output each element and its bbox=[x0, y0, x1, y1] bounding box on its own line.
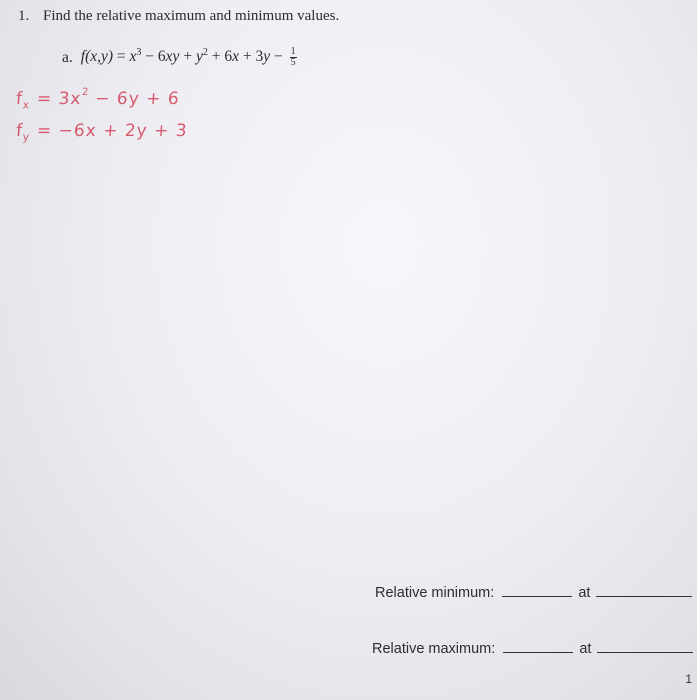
fx-f: f bbox=[15, 89, 24, 109]
problem-instruction: Find the relative maximum and minimum values. bbox=[43, 8, 340, 24]
problem-heading bbox=[18, 8, 339, 25]
relative-minimum-label: Relative minimum: bbox=[375, 585, 495, 601]
formula-x-exp: 3 bbox=[136, 47, 142, 59]
relative-minimum-at-label: at bbox=[578, 585, 591, 601]
fraction-denominator: 5 bbox=[290, 57, 296, 68]
problem-number: 1. bbox=[18, 8, 30, 24]
formula-term-3: + bbox=[183, 48, 193, 66]
formula-term-6: − bbox=[273, 48, 283, 66]
page-number: 1 bbox=[685, 672, 692, 686]
fy-rest: = −6x + 2y + 3 bbox=[36, 121, 189, 141]
formula-y: y bbox=[263, 48, 271, 66]
formula-term-5: + 3 bbox=[242, 48, 264, 66]
fx-rest-1: = 3x bbox=[36, 89, 83, 109]
formula-x: x bbox=[232, 48, 239, 66]
relative-minimum-value-blank[interactable] bbox=[502, 584, 572, 597]
relative-maximum-row bbox=[372, 640, 693, 657]
formula-x-base: x bbox=[129, 48, 137, 66]
formula-lhs: f(x,y) bbox=[80, 48, 114, 66]
relative-maximum-value-blank[interactable] bbox=[503, 640, 573, 653]
formula-y-exp: 2 bbox=[202, 47, 208, 59]
fx-rest-2: − 6y + 6 bbox=[94, 89, 181, 109]
formula-eq: = bbox=[116, 48, 126, 66]
relative-maximum-at-label: at bbox=[579, 641, 592, 657]
handwritten-fy bbox=[15, 121, 188, 143]
formula-xy: xy bbox=[165, 48, 180, 66]
fy-subscript: y bbox=[22, 130, 31, 144]
fx-superscript: 2 bbox=[81, 87, 90, 98]
formula-term-4: + 6 bbox=[211, 48, 233, 66]
part-a-label: a. bbox=[62, 48, 73, 66]
formula-fraction bbox=[290, 47, 297, 68]
fy-f: f bbox=[15, 121, 24, 141]
relative-maximum-point-blank[interactable] bbox=[597, 640, 693, 653]
part-a bbox=[62, 47, 297, 68]
formula-y-base: y bbox=[195, 48, 203, 66]
fraction-numerator: 1 bbox=[290, 46, 296, 57]
fx-subscript: x bbox=[22, 98, 31, 112]
part-a-formula bbox=[81, 47, 297, 68]
relative-minimum-point-blank[interactable] bbox=[596, 584, 692, 597]
relative-minimum-row bbox=[375, 584, 692, 601]
relative-maximum-label: Relative maximum: bbox=[372, 641, 496, 657]
formula-term-2: − 6 bbox=[145, 48, 166, 66]
handwritten-fx bbox=[15, 87, 180, 111]
